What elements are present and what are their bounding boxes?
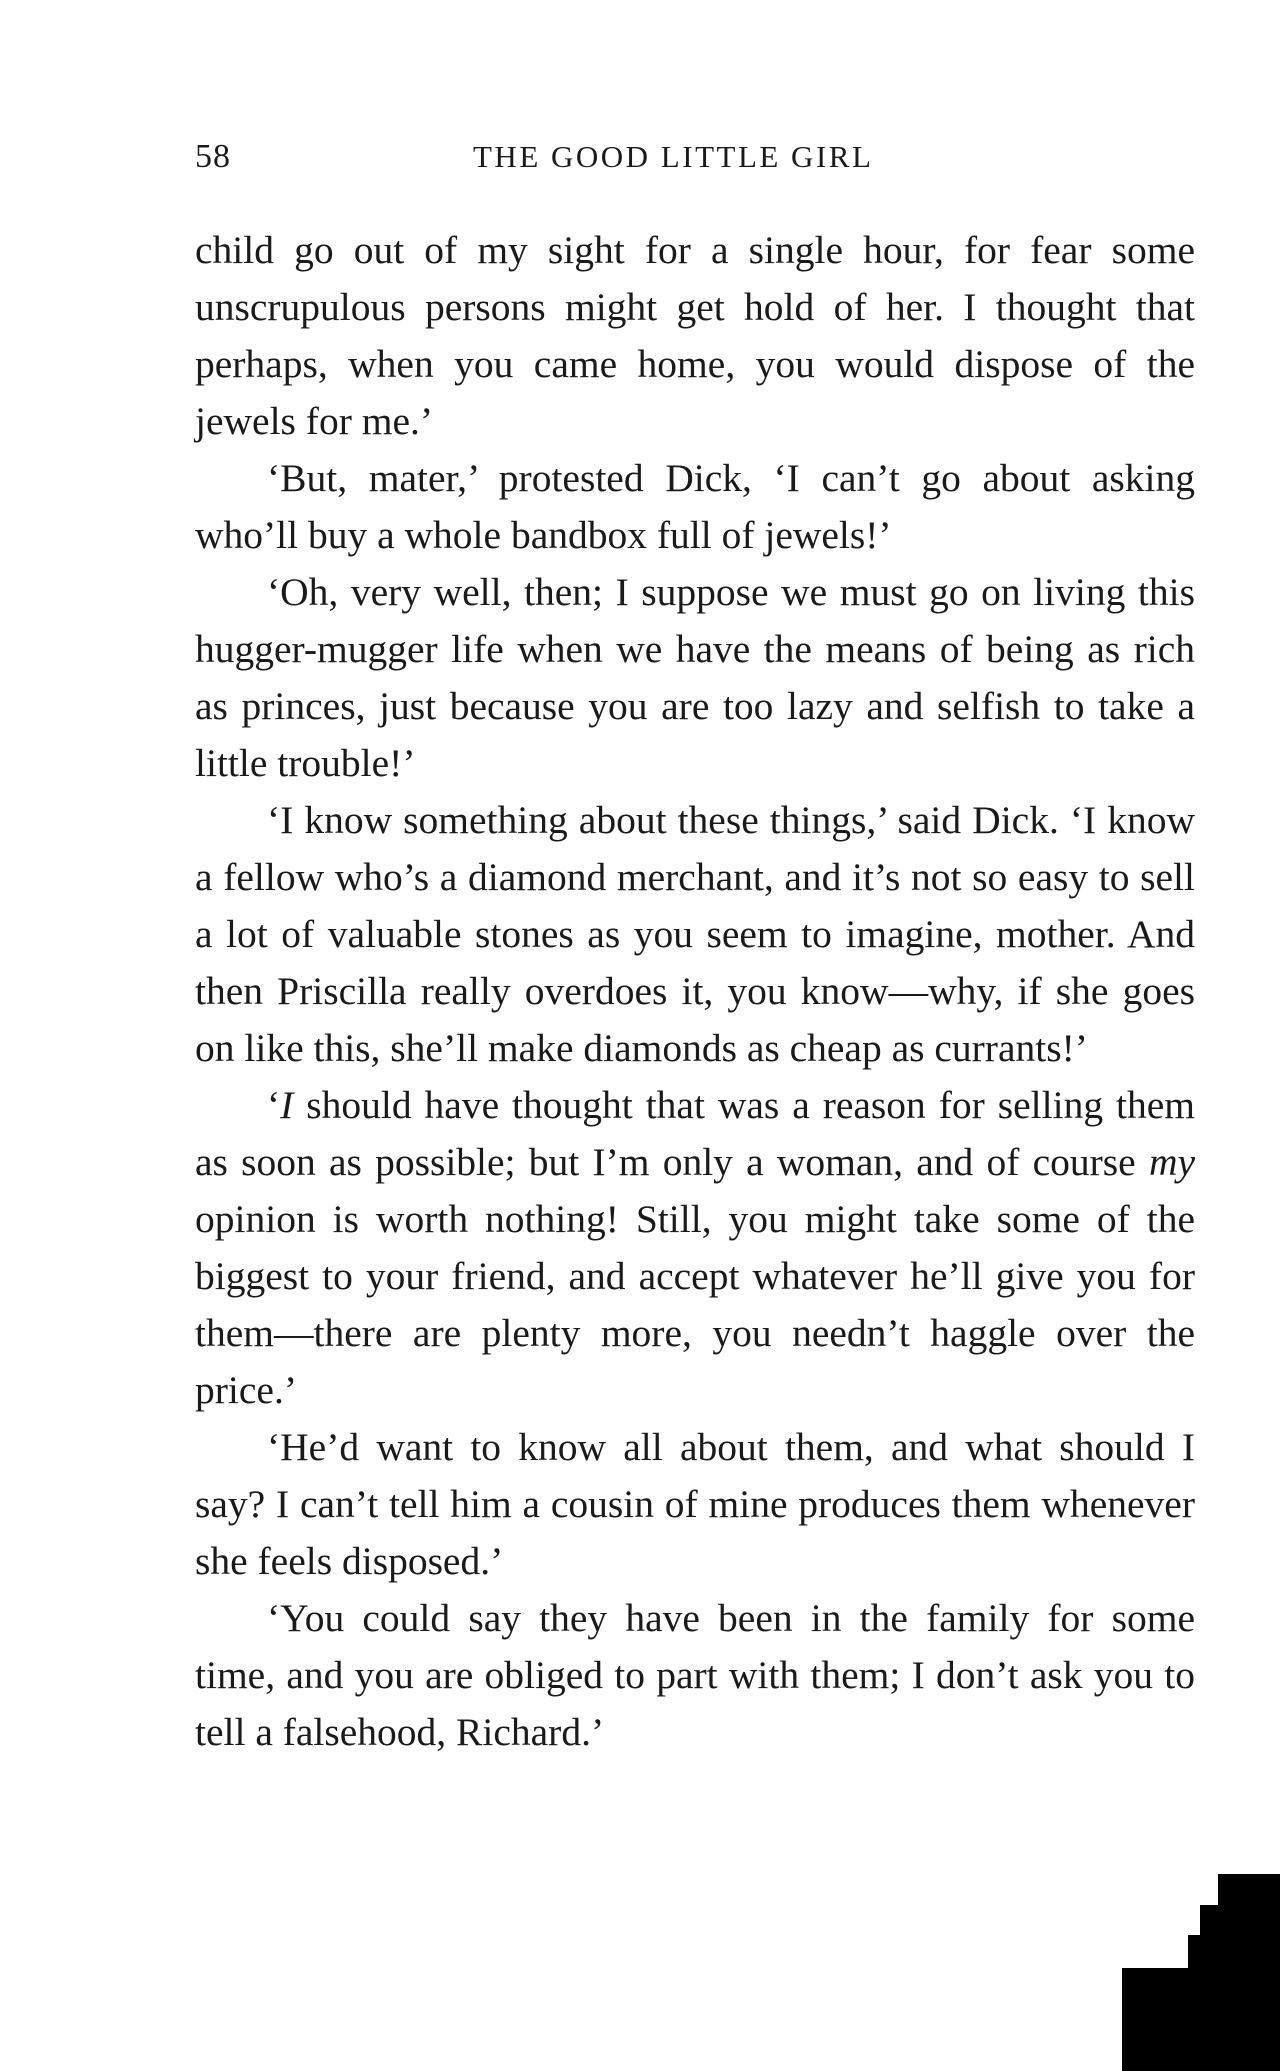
paragraph: ‘But, mater,’ protested Dick, ‘I can’t go about asking who’ll buy a whole bandbox full of jewels!’ bbox=[195, 456, 1195, 557]
page-header bbox=[195, 132, 1195, 182]
body-text bbox=[195, 222, 1195, 1761]
paragraph-with-emphasis bbox=[195, 1077, 1195, 1419]
paragraph: ‘He’d want to know all about them, and what should I say? I can’t tell him a cousin of mine produces them whenever she feels disposed.’ bbox=[195, 1425, 1195, 1583]
paragraph: child go out of my sight for a single hour, for fear some unscrupulous persons might get hold of her. I thought that perhaps, when you came home, you would dispose of the jewels for me.’ bbox=[195, 228, 1195, 443]
paragraph: ‘You could say they have been in the family for some time, and you are obliged to part with them; I don’t ask you to tell a falsehood, Richard.’ bbox=[195, 1596, 1195, 1754]
paragraph: ‘Oh, very well, then; I suppose we must go on living this hugger-mugger life when we have the means of being as rich as princes, just because you are too lazy and selfish to take a little trouble!’ bbox=[195, 570, 1195, 785]
page-number: 58 bbox=[195, 138, 231, 175]
quote-open: ‘ bbox=[267, 1083, 281, 1127]
scan-artifact bbox=[1122, 1968, 1202, 2071]
emphasis-my: my bbox=[1148, 1140, 1195, 1184]
paragraph: ‘I know something about these things,’ said Dick. ‘I know a fellow who’s a diamond merchant, and it’s not so easy to sell a lot of valuable stones as you seem to imagine, mother. And then Priscilla really overdoes it, you know—why, if she goes on like this, she’ll make diamonds as cheap as currants!’ bbox=[195, 798, 1195, 1070]
text-segment: should have thought that was a reason for selling them as soon as possible; but I’m only a woman, and of course bbox=[195, 1083, 1195, 1184]
emphasis-i: I bbox=[280, 1083, 294, 1127]
scan-artifact bbox=[1200, 1905, 1230, 1950]
running-head: THE GOOD LITTLE GIRL bbox=[473, 139, 874, 174]
text-segment: opinion is worth nothing! Still, you might take some of the biggest to your friend, and accept whatever he’ll give you for them—there are plenty more, you needn’t haggle over the price.’ bbox=[195, 1197, 1195, 1412]
